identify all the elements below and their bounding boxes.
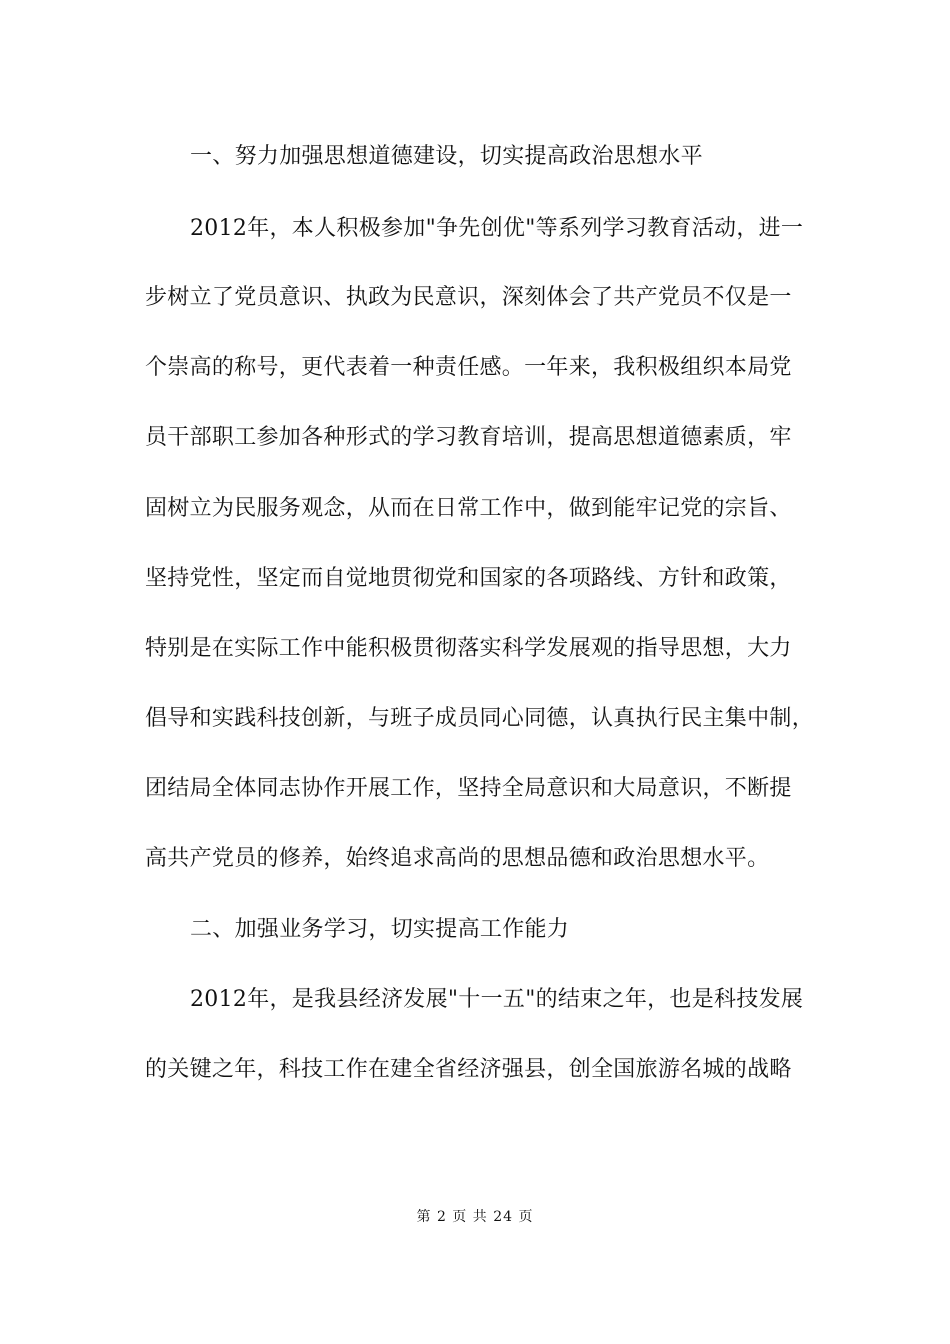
paragraph-line: 坚持党性，坚定而自觉地贯彻党和国家的各项路线、方针和政策， <box>145 566 792 591</box>
paragraph-line: 的关键之年，科技工作在建全省经济强县，创全国旅游名城的战略 <box>145 1057 792 1082</box>
paragraph-line: 团结局全体同志协作开展工作，坚持全局意识和大局意识，不断提 <box>145 776 792 801</box>
paragraph-line: 2012年，是我县经济发展"十一五"的结束之年，也是科技发展 <box>190 987 804 1012</box>
section-heading-1: 一、努力加强思想道德建设，切实提高政治思想水平 <box>190 144 703 169</box>
paragraph-line: 个崇高的称号，更代表着一种责任感。一年来，我积极组织本局党 <box>145 355 792 380</box>
paragraph-line: 2012年，本人积极参加"争先创优"等系列学习教育活动，进一 <box>190 216 804 241</box>
paragraph-line: 步树立了党员意识、执政为民意识，深刻体会了共产党员不仅是一 <box>145 285 792 310</box>
paragraph-line: 特别是在实际工作中能积极贯彻落实科学发展观的指导思想，大力 <box>145 636 792 661</box>
paragraph-line: 高共产党员的修养，始终追求高尚的思想品德和政治思想水平。 <box>145 846 770 871</box>
page-number-footer: 第 2 页 共 24 页 <box>416 1209 534 1225</box>
paragraph-line: 固树立为民服务观念，从而在日常工作中，做到能牢记党的宗旨、 <box>145 496 792 521</box>
section-heading-2: 二、加强业务学习，切实提高工作能力 <box>190 917 570 942</box>
paragraph-line: 倡导和实践科技创新，与班子成员同心同德，认真执行民主集中制， <box>145 706 815 731</box>
paragraph-line: 员干部职工参加各种形式的学习教育培训，提高思想道德素质，牢 <box>145 425 792 450</box>
